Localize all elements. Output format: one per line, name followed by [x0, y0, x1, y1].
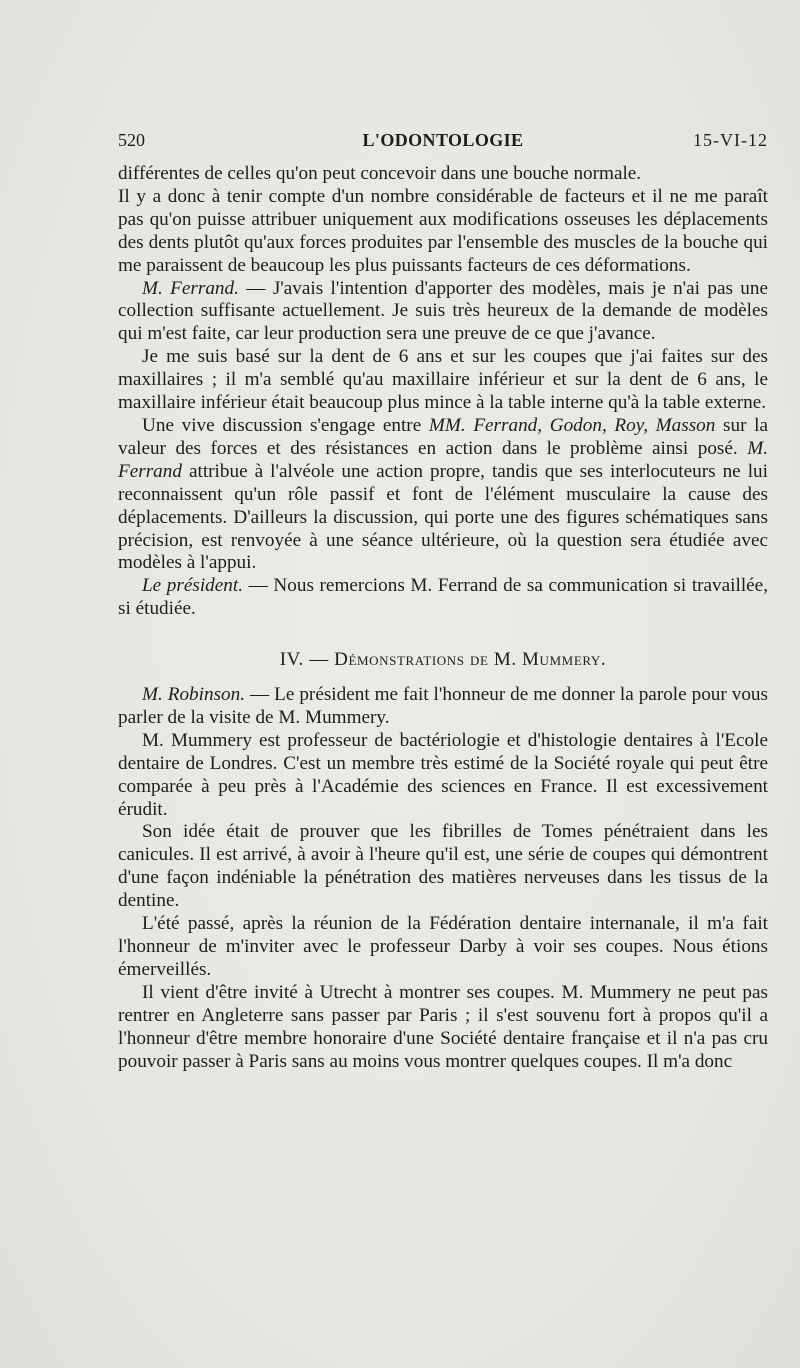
paragraph-text: sur la valeur des forces et des résistances en action dans le problème ainsi posé.	[118, 414, 768, 459]
speaker-name: M. Ferrand.	[142, 277, 239, 299]
paragraph	[118, 415, 768, 575]
paragraph: L'été passé, après la réunion de la Fédération dentaire internanale, il m'a fait l'honneur de m'inviter avec le professeur Darby à voir ses coupes. Nous étions émerveillés.	[118, 913, 768, 980]
paragraph	[118, 278, 768, 347]
paragraph-text: — Nous remercions M. Ferrand de sa communication si travaillée, si étudiée.	[118, 575, 768, 620]
paragraph: Il y a donc à tenir compte d'un nombre considérable de facteurs et il ne me paraît pas qu'on puisse attribuer uniquement aux modifications osseuses les déplacements des dents plutôt qu'aux forces produites par l'ensemble des muscles de la bouche qui me paraissent de beaucoup les plus puissants facteurs de ces déformations.	[118, 185, 768, 276]
paragraph	[118, 684, 768, 730]
journal-title: L'ODONTOLOGIE	[362, 130, 524, 150]
section-heading: IV. — Démonstrations de M. Mummery.	[279, 649, 607, 671]
paragraph: M. Mummery est professeur de bactériologie et d'histologie dentaires à l'Ecole dentaire de Londres. C'est un membre très estimé de la Société royale qui peut être comparée à peu près à l'Académie des sciences en France. Il est excessivement érudit.	[118, 729, 768, 820]
page-body	[118, 163, 768, 1073]
running-header	[118, 130, 768, 154]
paragraph-text: attribue à l'alvéole une action propre, tandis que ses interlocuteurs ne lui reconnaissent qu'un rôle passif et font de l'élément musculaire la cause des déplacements. D'ailleurs la discussion, qui porte une des figures schématiques sans précision, est renvoyée à une séance ultérieure, où la question sera étudiée avec modèles à l'appui.	[118, 460, 768, 574]
participant-names: MM. Ferrand, Godon, Roy, Masson	[428, 414, 716, 436]
paragraph-text: — Le président me fait l'honneur de me donner la parole pour vous parler de la visite de M. Mummery.	[118, 684, 768, 728]
speaker-name: M. Robinson.	[142, 684, 246, 706]
paragraph	[118, 575, 768, 621]
speaker-name: M. Ferrand	[118, 437, 768, 482]
paragraph-text: — J'avais l'intention d'apporter des modèles, mais je n'ai pas une collection suffisante actuellement. Je suis très heureux de la demande de modèles qui m'est faite, car leur production sera une preuve de ce que j'avance.	[118, 277, 768, 345]
speaker-name: Le président.	[142, 575, 244, 597]
paragraph: Son idée était de prouver que les fibrilles de Tomes pénétraient dans les canicules. Il est arrivé, à avoir à l'heure qu'il est, une série de coupes qui démontrent d'une façon indéniable la pénétration des matières nerveuses dans les tissus de la dentine.	[118, 821, 768, 912]
page-number: 520	[118, 130, 145, 150]
paragraph: différentes de celles qu'on peut concevoir dans une bouche normale.	[118, 163, 642, 184]
paragraph: Je me suis basé sur la dent de 6 ans et sur les coupes que j'ai faites sur des maxillaires ; il m'a semblé qu'au maxillaire inférieur et sur la dent de 6 ans, le maxillaire inférieur était beaucoup plus mince à la table interne qu'à la table externe.	[118, 346, 768, 414]
paragraph-text: Une vive discussion s'engage entre	[142, 414, 429, 436]
paragraph: Il vient d'être invité à Utrecht à montrer ses coupes. M. Mummery ne peut pas rentrer en Angleterre sans passer par Paris ; il s'est souvenu fort à propos qu'il a l'honneur d'être membre honoraire d'une Société dentaire française et il n'a pas cru pouvoir passer à Paris sans au moins vous montrer quelques coupes. Il m'a donc	[118, 981, 768, 1072]
issue-date: 15-VI-12	[693, 130, 768, 150]
